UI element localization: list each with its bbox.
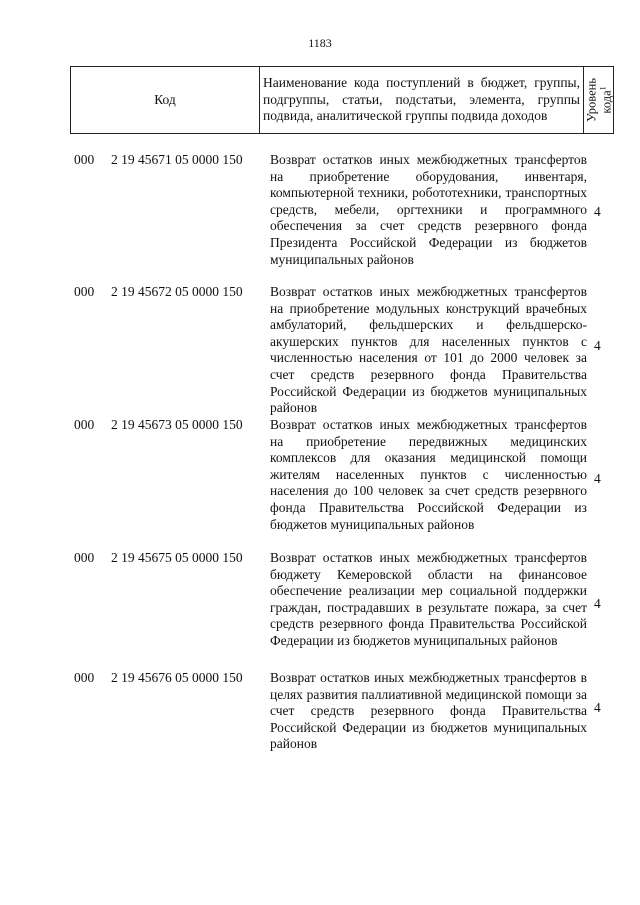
- header-level-line2: кода$^1$: [597, 86, 614, 114]
- code-level: 4: [594, 338, 601, 353]
- table-row: [0, 152, 640, 284]
- header-level: [584, 67, 614, 134]
- admin-code: 000: [74, 670, 95, 685]
- code-description: Возврат остатков иных межбюджетных трансфертов бюджету Кемеровской области на финансовое обеспечение реализации мер социальной поддержки граждан, пострадавших в результате пожара, за счет средств резервного фонда Правительства Российской Федерации из бюджетов муниципальных районов: [270, 550, 587, 648]
- page-number: 1183: [308, 36, 332, 50]
- budget-code: 2 19 45672 05 0000 150: [111, 284, 243, 299]
- budget-code: 2 19 45673 05 0000 150: [111, 417, 243, 432]
- admin-code: 000: [74, 550, 95, 565]
- header-level-label: [585, 78, 612, 122]
- table-header: [70, 66, 614, 134]
- header-code: Код: [71, 67, 260, 134]
- code-level: 4: [594, 471, 601, 486]
- header-name: Наименование кода поступлений в бюджет, группы, подгруппы, статьи, подстатьи, элемента, группы подвида, аналитической группы подвида доходов: [260, 67, 584, 134]
- budget-code: 2 19 45676 05 0000 150: [111, 670, 243, 685]
- code-description: Возврат остатков иных межбюджетных трансфертов на приобретение передвижных медицинских комплексов для оказания медицинской помощи жителям населенных пунктов с численностью населения до 100 человек за счет средств резервного фонда Правительства Российской Федерации из бюджетов муниципальных районов: [270, 417, 587, 532]
- table-body: [0, 152, 640, 760]
- budget-code: 2 19 45675 05 0000 150: [111, 550, 243, 565]
- code-level: 4: [594, 204, 601, 219]
- admin-code: 000: [74, 417, 95, 432]
- admin-code: 000: [74, 284, 95, 299]
- code-level: 4: [594, 596, 601, 611]
- table-row: [0, 284, 640, 417]
- code-level: 4: [594, 700, 601, 715]
- code-description: Возврат остатков иных межбюджетных трансфертов в целях развития паллиативной медицинской помощи за счет средств резервного фонда Правительства Российской Федерации из бюджетов муниципальных районов: [270, 670, 587, 752]
- admin-code: 000: [74, 152, 95, 167]
- table-row: [0, 670, 640, 760]
- code-description: Возврат остатков иных межбюджетных трансфертов на приобретение модульных конструкций врачебных амбулаторий, фельдшерских и фельдшерско-акушерских пунктов для населенных пунктов с численностью населения от 101 до 2000 человек за счет средств резервного фонда Правительства Российской Федерации из бюджетов муниципальных районов: [270, 284, 587, 416]
- code-description: Возврат остатков иных межбюджетных трансфертов на приобретение оборудования, инвентаря, компьютерной техники, робототехники, транспортных средств, мебели, оргтехники и программного обеспечения за счет средств резервного фонда Президента Российской Федерации из бюджетов муниципальных районов: [270, 152, 587, 267]
- budget-code: 2 19 45671 05 0000 150: [111, 152, 243, 167]
- table-row: [0, 550, 640, 670]
- header-level-line2-text: кода: [599, 90, 614, 114]
- table-row: [0, 417, 640, 550]
- header-level-line1: Уровень: [583, 77, 598, 123]
